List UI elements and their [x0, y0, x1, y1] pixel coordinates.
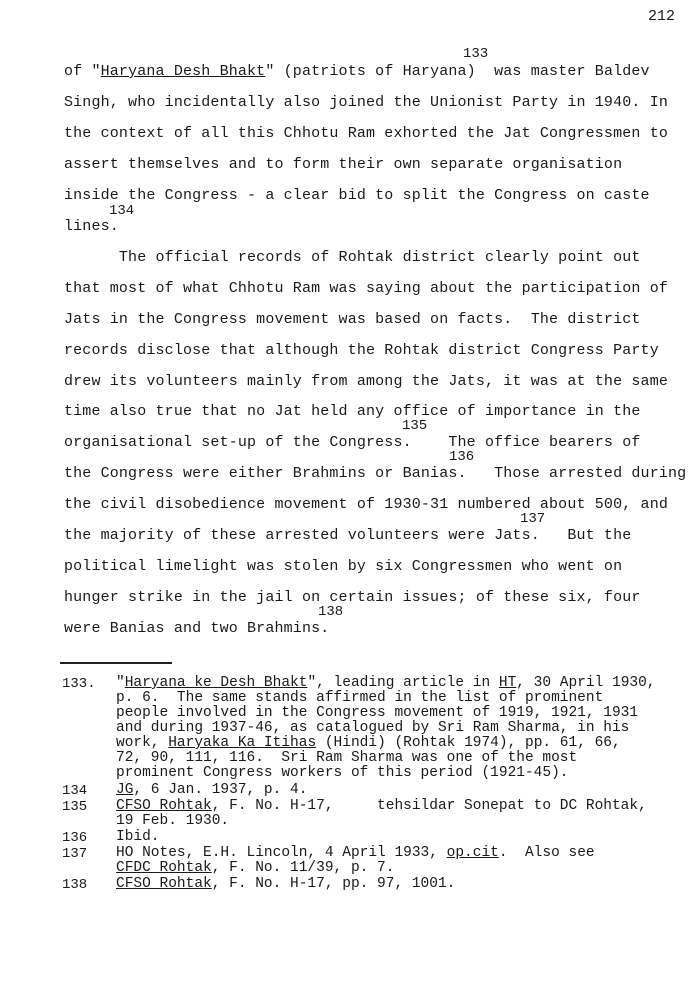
body-line: time also true that no Jat held any office of importance in the — [64, 403, 641, 420]
footnote-line: and during 1937-46, as catalogued by Sri Ram Sharma, in his — [116, 720, 630, 736]
footnote-line — [116, 736, 621, 751]
body-line — [64, 63, 650, 80]
body-line: Singh, who incidentally also joined the Unionist Party in 1940. In — [64, 94, 668, 111]
footnote-number: 135 — [62, 799, 88, 815]
footnote-separator — [60, 662, 172, 664]
text-segment: , 6 Jan. 1937, p. 4. — [133, 782, 308, 798]
footnote-ref-135: 135 — [402, 418, 428, 434]
footnote-ref-137: 137 — [520, 511, 546, 527]
footnote-ref-138: 138 — [318, 604, 344, 620]
underlined-source: CFSO Rohtak — [116, 798, 212, 814]
footnote-number: 137 — [62, 846, 88, 862]
underlined-abbrev: JG — [116, 782, 134, 798]
text-segment: . Also see — [498, 845, 595, 861]
body-line: were Banias and two Brahmins. — [64, 620, 330, 637]
text-segment: (Hindi) (Rohtak 1974), pp. 61, 66, — [316, 735, 621, 751]
footnote-line: prominent Congress workers of this period (1921-45). — [116, 765, 569, 781]
footnote-line — [116, 676, 656, 691]
text-segment: HO Notes, E.H. Lincoln, 4 April 1933, — [116, 845, 447, 861]
underlined-source: CFDC Rohtak — [116, 860, 212, 876]
body-line: the majority of these arrested volunteers were Jats. But the — [64, 527, 632, 544]
text-segment: ", leading article in — [307, 675, 499, 691]
footnote-line — [116, 861, 394, 876]
body-line: records disclose that although the Rohtak district Congress Party — [64, 342, 659, 359]
body-line: the context of all this Chhotu Ram exhorted the Jat Congressmen to — [64, 125, 668, 142]
body-line: the Congress were either Brahmins or Banias. Those arrested during — [64, 465, 687, 482]
page-number: 212 — [648, 8, 676, 25]
footnote-number: 133. — [62, 676, 96, 692]
footnote-number: 138 — [62, 877, 88, 893]
footnote-line: Ibid. — [116, 829, 160, 845]
underlined-title: Haryana Desh Bhakt — [100, 63, 266, 80]
body-line: assert themselves and to form their own separate organisation — [64, 156, 623, 173]
body-line: that most of what Chhotu Ram was saying about the participation of — [64, 280, 668, 297]
footnote-number: 136 — [62, 830, 88, 846]
body-line: inside the Congress - a clear bid to split the Congress on caste — [64, 187, 650, 204]
body-line: lines. — [64, 218, 119, 235]
footnote-line — [116, 783, 307, 798]
footnote-line: people involved in the Congress movement of 1919, 1921, 1931 — [116, 705, 639, 721]
text-segment: , 30 April 1930, — [516, 675, 656, 691]
footnote-line — [116, 846, 595, 861]
underlined-source: CFSO Rohtak — [116, 876, 212, 892]
text-segment: " (patriots of Haryana) was master Baldev — [265, 63, 650, 80]
underlined-abbrev: op.cit — [446, 845, 499, 861]
body-line: drew its volunteers mainly from among the Jats, it was at the same — [64, 373, 668, 390]
text-segment: , F. No. 11/39, p. 7. — [211, 860, 395, 876]
text-segment: , F. No. H-17, tehsildar Sonepat to DC Rohtak, — [211, 798, 647, 814]
text-segment: work, — [116, 735, 169, 751]
footnote-line — [116, 877, 455, 892]
body-line: political limelight was stolen by six Congressmen who went on — [64, 558, 623, 575]
footnote-ref-133: 133 — [463, 46, 489, 62]
footnote-number: 134 — [62, 783, 88, 799]
underlined-title: Haryana ke Desh Bhakt — [124, 675, 308, 691]
footnote-ref-134: 134 — [109, 203, 135, 219]
footnote-line: p. 6. The same stands affirmed in the list of prominent — [116, 690, 604, 706]
underlined-abbrev: HT — [498, 675, 517, 691]
footnote-line — [116, 799, 647, 814]
body-line: organisational set-up of the Congress. The office bearers of — [64, 434, 641, 451]
footnote-line: 19 Feb. 1930. — [116, 813, 230, 829]
underlined-title: Haryaka Ka Itihas — [168, 735, 317, 751]
footnote-line: 72, 90, 111, 116. Sri Ram Sharma was one of the most — [116, 750, 578, 766]
text-segment: , F. No. H-17, pp. 97, 1001. — [211, 876, 456, 892]
body-line: The official records of Rohtak district clearly point out — [64, 249, 641, 266]
footnote-ref-136: 136 — [449, 449, 475, 465]
body-line: hunger strike in the jail on certain issues; of these six, four — [64, 589, 641, 606]
body-line: Jats in the Congress movement was based on facts. The district — [64, 311, 641, 328]
text-segment: of " — [64, 63, 101, 80]
text-segment: " — [116, 675, 125, 691]
body-line: the civil disobedience movement of 1930-31 numbered about 500, and — [64, 496, 668, 513]
